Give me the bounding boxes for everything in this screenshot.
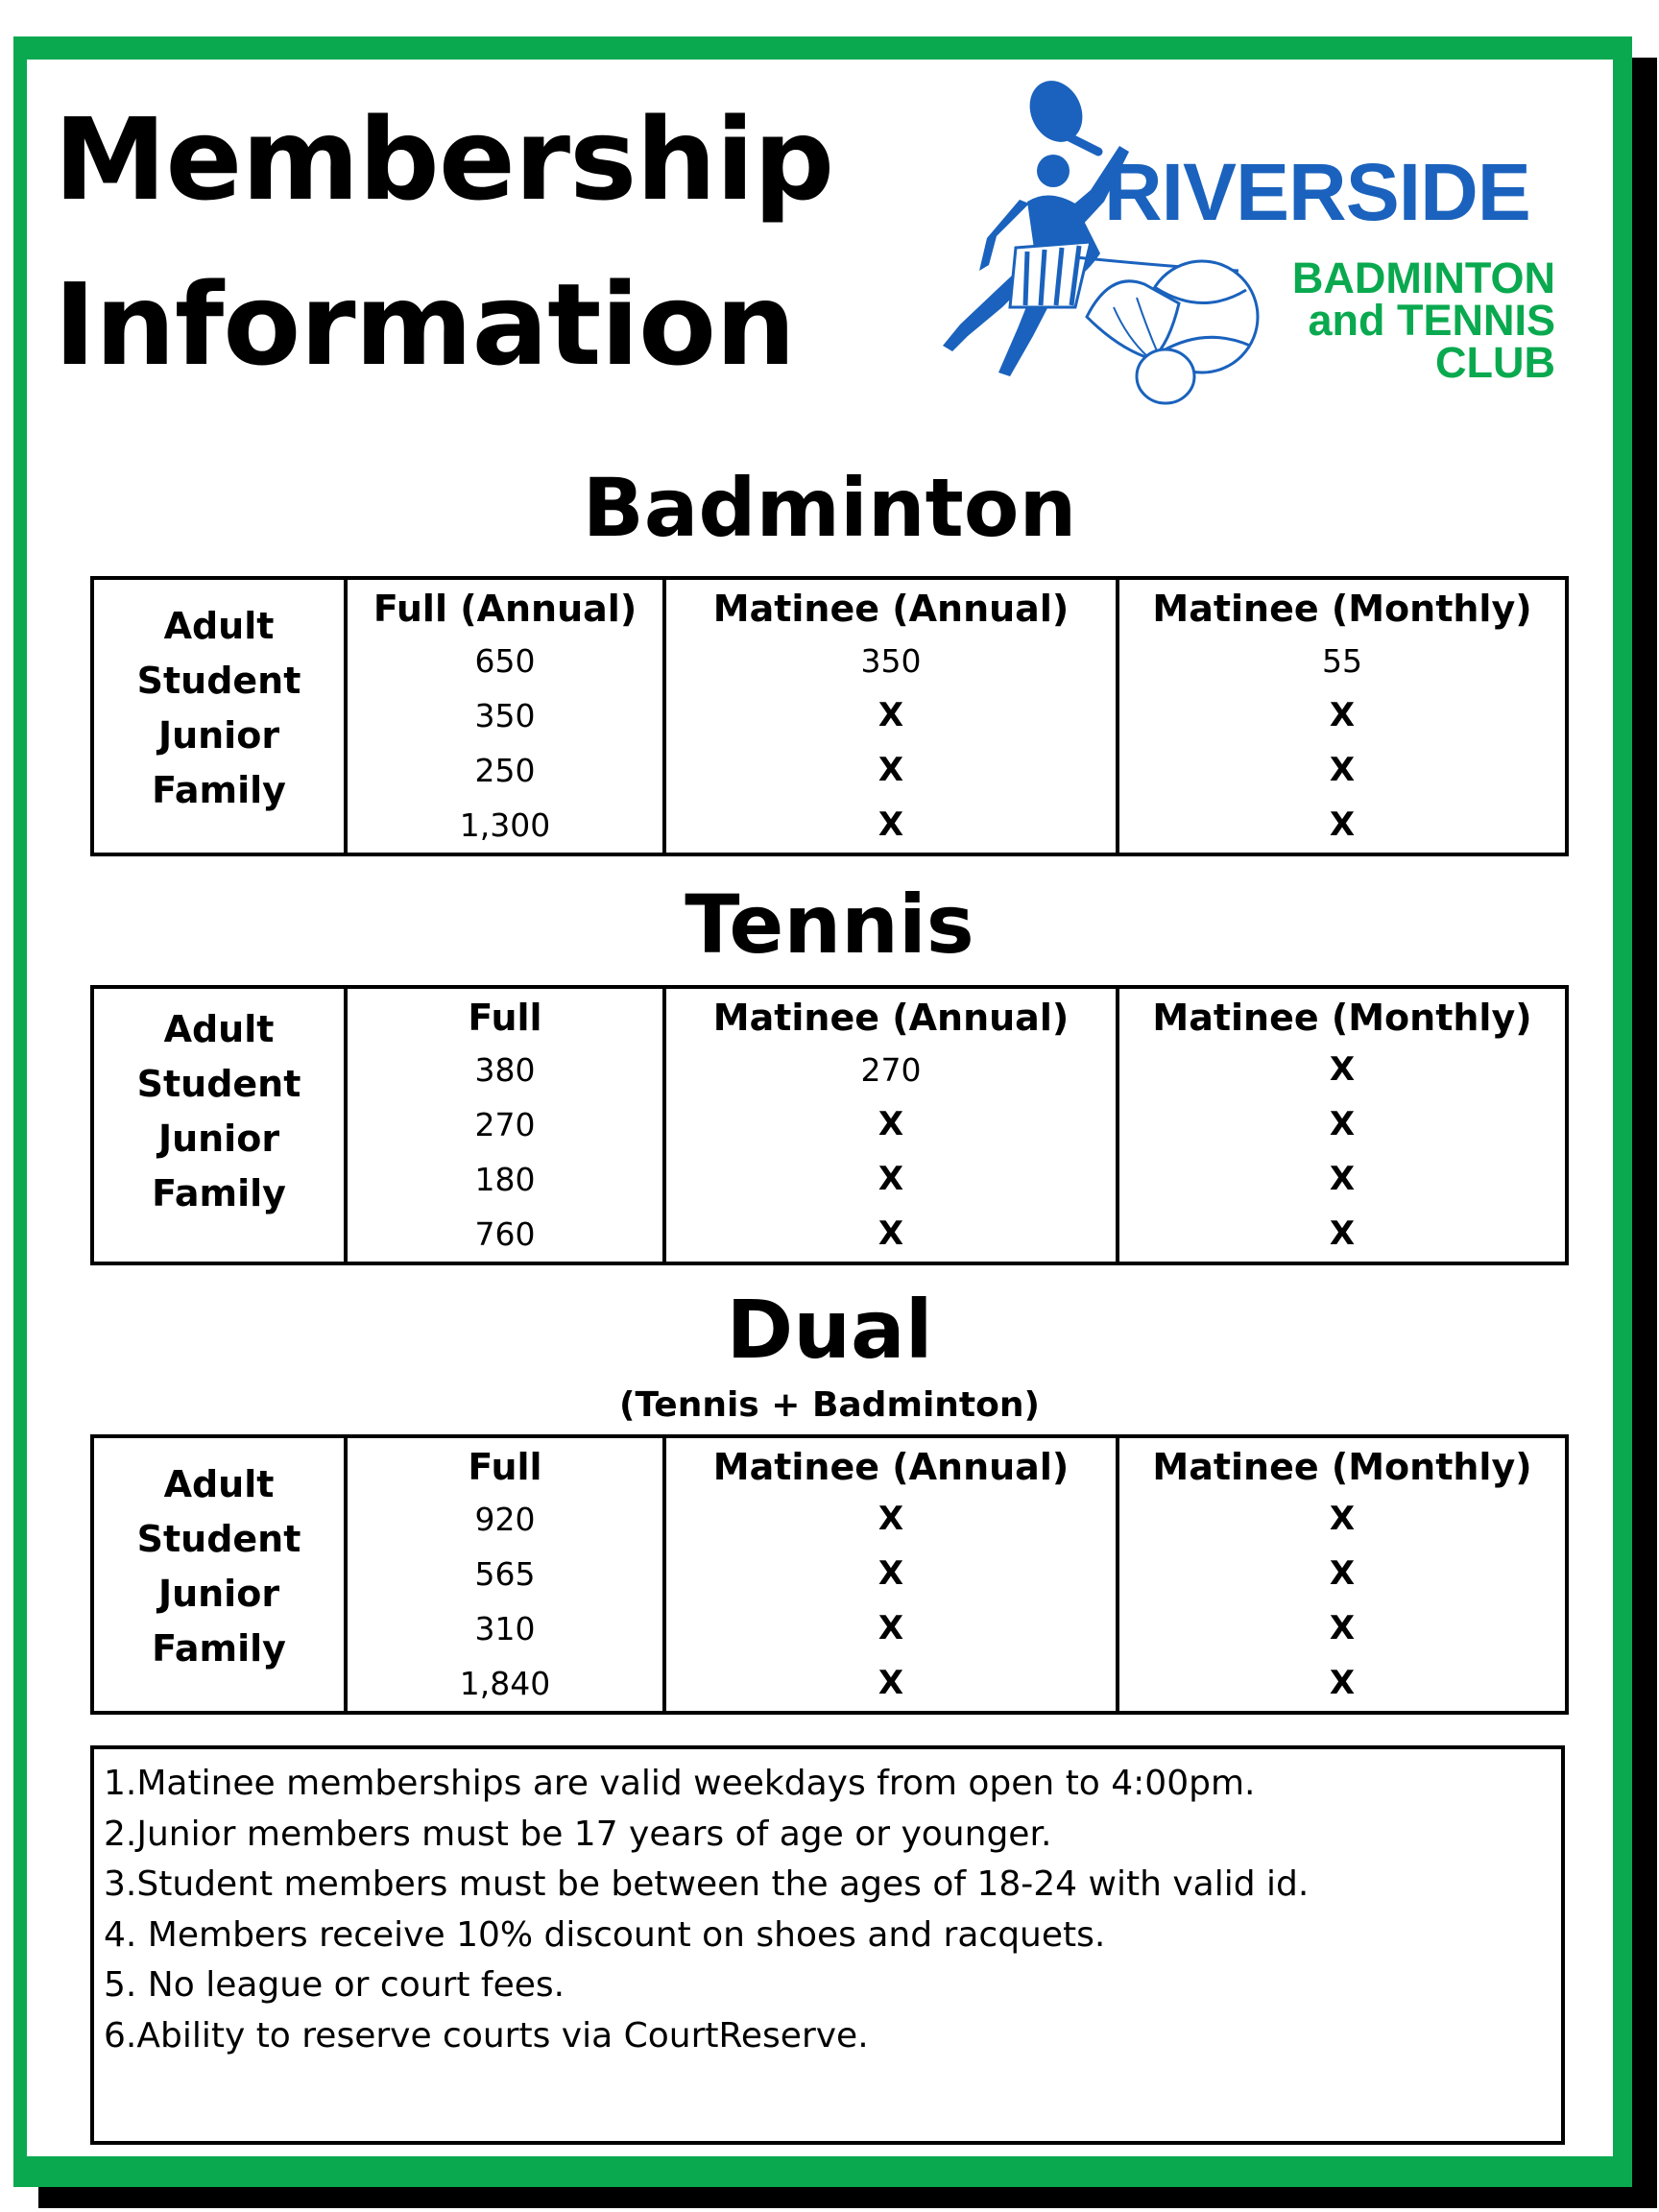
column-header: Full (Annual) [373, 588, 637, 630]
column-header: Matinee (Annual) [712, 1446, 1070, 1488]
price-cell: 920 [474, 1501, 536, 1538]
category-adult: Adult [163, 1008, 275, 1050]
price-cell: 350 [860, 642, 922, 680]
unavailable-mark: X [1329, 1214, 1356, 1253]
column-header: Matinee (Monthly) [1152, 588, 1532, 630]
dual-subtitle: (Tennis + Badminton) [619, 1385, 1040, 1425]
note-item: 2.Junior members must be 17 years of age or younger. [104, 1814, 1052, 1854]
unavailable-mark: X [878, 1664, 904, 1702]
category-column [92, 578, 346, 854]
unavailable-mark: X [878, 696, 904, 734]
price-cell: 270 [860, 1051, 922, 1089]
matinee-annual-column [664, 578, 1118, 854]
category-column [92, 987, 346, 1263]
column-header: Matinee (Annual) [712, 997, 1070, 1039]
dual-table [90, 1434, 1569, 1715]
price-cell: 250 [474, 752, 536, 789]
category-column [92, 1436, 346, 1713]
matinee-annual-column [664, 1436, 1118, 1713]
logo-riverside-text: RIVERSIDE [1104, 147, 1530, 237]
column-header: Matinee (Monthly) [1152, 1446, 1532, 1488]
dual-title: Dual [726, 1283, 933, 1377]
price-cell: 760 [474, 1215, 536, 1253]
full-column [346, 1436, 664, 1713]
price-cell: 650 [474, 642, 536, 680]
price-cell: 1,300 [459, 806, 551, 844]
unavailable-mark: X [878, 1554, 904, 1593]
price-cell: 350 [474, 697, 536, 734]
note-item: 3.Student members must be between the ages of 18-24 with valid id. [104, 1864, 1310, 1904]
price-cell: 1,840 [459, 1665, 551, 1702]
tennis-title: Tennis [685, 878, 974, 972]
unavailable-mark: X [1329, 1664, 1356, 1702]
column-header: Full [468, 1446, 542, 1488]
unavailable-mark: X [1329, 1050, 1356, 1089]
unavailable-mark: X [878, 1500, 904, 1538]
unavailable-mark: X [1329, 696, 1356, 734]
unavailable-mark: X [878, 751, 904, 789]
title-line-2: Information [54, 258, 796, 391]
unavailable-mark: X [1329, 1500, 1356, 1538]
category-adult: Adult [163, 1463, 275, 1505]
category-student: Student [136, 1063, 301, 1105]
column-header: Matinee (Annual) [712, 588, 1070, 630]
category-junior: Junior [157, 714, 280, 757]
unavailable-mark: X [1329, 1160, 1356, 1198]
matinee-monthly-column [1118, 1436, 1567, 1713]
price-cell: 55 [1322, 642, 1362, 680]
price-cell: 310 [474, 1610, 536, 1647]
badminton-table [90, 576, 1569, 856]
note-item: 6.Ability to reserve courts via CourtReserve. [104, 2015, 869, 2056]
category-family: Family [152, 1627, 286, 1670]
unavailable-mark: X [1329, 1554, 1356, 1593]
full-column [346, 987, 664, 1263]
column-header: Matinee (Monthly) [1152, 997, 1532, 1039]
logo-line-badminton: BADMINTON [1291, 253, 1555, 302]
category-student: Student [136, 1518, 301, 1560]
unavailable-mark: X [1329, 1609, 1356, 1647]
unavailable-mark: X [878, 1105, 904, 1143]
category-adult: Adult [163, 605, 275, 647]
price-cell: 270 [474, 1106, 536, 1143]
unavailable-mark: X [878, 1214, 904, 1253]
logo-line-tennis: and TENNIS [1308, 296, 1555, 345]
column-header: Full [468, 997, 542, 1039]
unavailable-mark: X [878, 805, 904, 844]
category-junior: Junior [157, 1118, 280, 1160]
logo-line-club: CLUB [1435, 338, 1555, 387]
unavailable-mark: X [1329, 1105, 1356, 1143]
category-junior: Junior [157, 1573, 280, 1615]
matinee-annual-column [664, 987, 1118, 1263]
price-cell: 565 [474, 1555, 536, 1593]
category-student: Student [136, 660, 301, 702]
price-cell: 380 [474, 1051, 536, 1089]
note-item: 5. No league or court fees. [104, 1965, 565, 2005]
logo-subtitle [1248, 253, 1555, 387]
tennis-table [90, 985, 1569, 1265]
unavailable-mark: X [878, 1609, 904, 1647]
unavailable-mark: X [878, 1160, 904, 1198]
title-line-1: Membership [54, 93, 834, 226]
category-family: Family [152, 1172, 286, 1214]
unavailable-mark: X [1329, 751, 1356, 789]
page-title [54, 77, 833, 407]
matinee-monthly-column [1118, 987, 1567, 1263]
category-family: Family [152, 769, 286, 811]
price-cell: 180 [474, 1161, 536, 1198]
membership-notes [90, 1745, 1565, 2145]
note-item: 4. Members receive 10% discount on shoes and racquets. [104, 1914, 1106, 1955]
matinee-monthly-column [1118, 578, 1567, 854]
note-item: 1.Matinee memberships are valid weekdays from open to 4:00pm. [104, 1764, 1256, 1803]
badminton-title: Badminton [582, 461, 1077, 555]
full-annual-column [346, 578, 664, 854]
unavailable-mark: X [1329, 805, 1356, 844]
